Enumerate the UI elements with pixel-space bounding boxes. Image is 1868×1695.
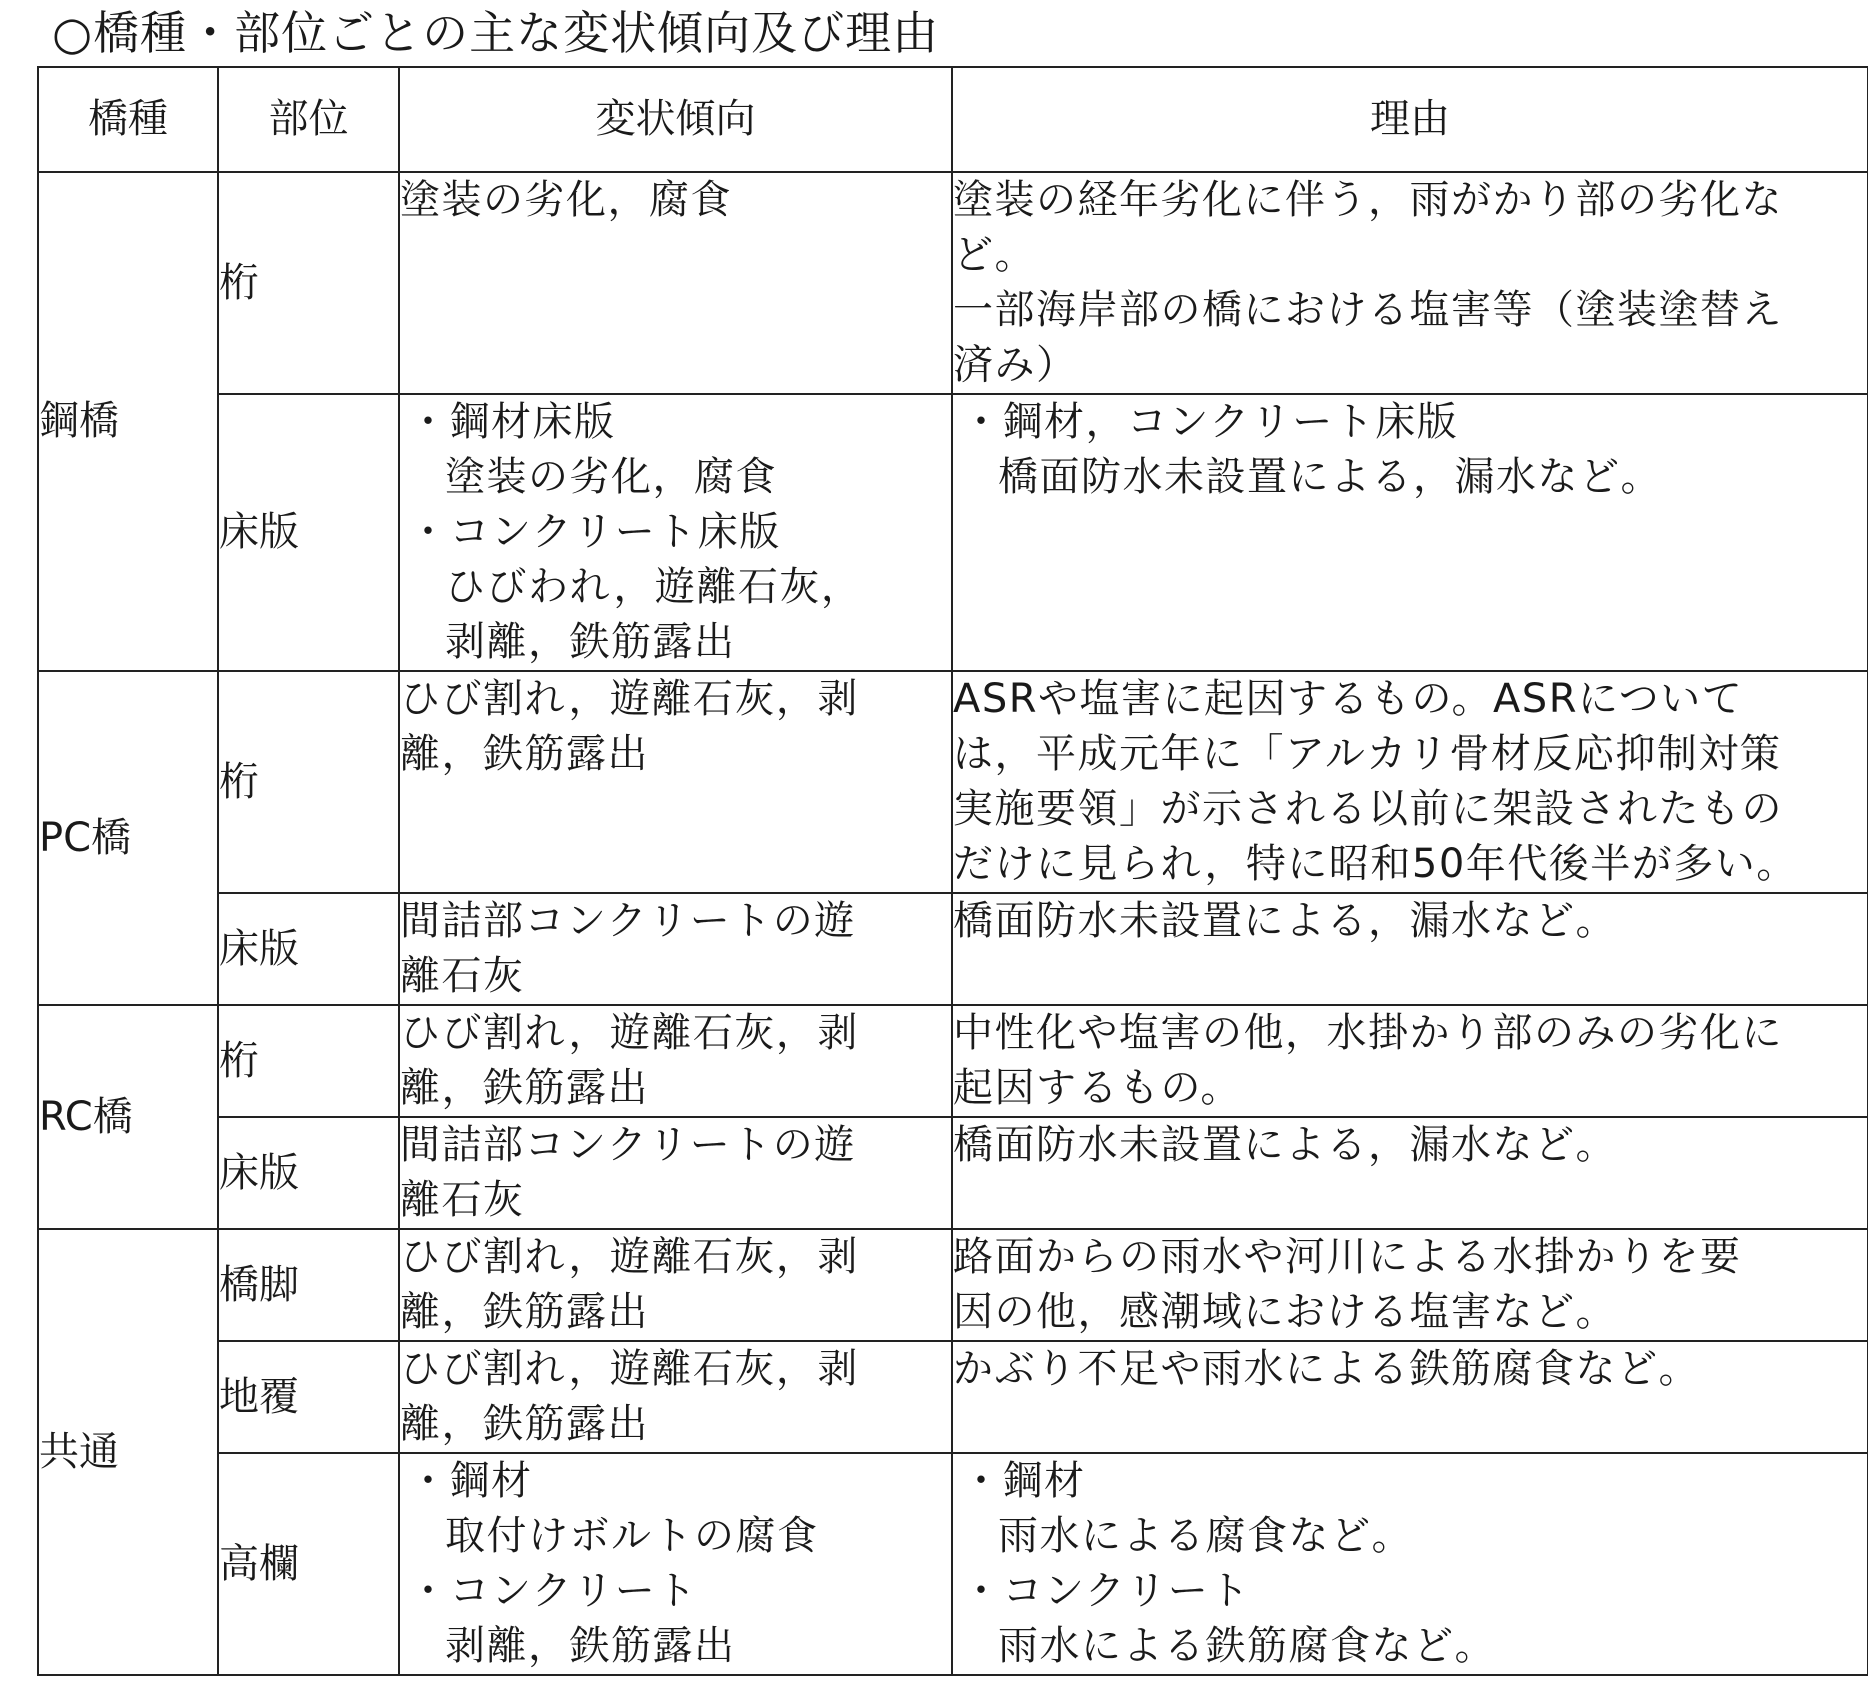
text-line: 一部海岸部の橋における塩害等（塗装塗替え <box>953 287 1783 333</box>
text-line: 間詰部コンクリートの遊 <box>400 1122 856 1168</box>
text-line: 橋面防水未設置による，漏水など。 <box>998 454 1662 500</box>
text-line: 中性化や塩害の他，水掛かり部のみの劣化に <box>953 1010 1783 1056</box>
text-line: ひび割れ，遊離石灰，剥 <box>400 1234 859 1280</box>
header-tendency: 変状傾向 <box>399 67 952 172</box>
text-line: 離，鉄筋露出 <box>400 1401 649 1447</box>
deterioration-table <box>37 66 1868 1676</box>
bridge-type-cell: 共通 <box>38 1229 218 1675</box>
reason-cell <box>952 671 1868 893</box>
table-row <box>38 1229 1868 1341</box>
text-line: 橋面防水未設置による，漏水など。 <box>953 1122 1617 1168</box>
bullet-item: ・鋼材 <box>408 1458 533 1504</box>
text-line: 間詰部コンクリートの遊 <box>400 898 856 944</box>
reason-cell <box>952 1453 1868 1675</box>
table-row <box>38 1341 1868 1453</box>
bullet-item: ・コンクリート <box>408 1568 698 1614</box>
tendency-cell <box>399 1341 952 1453</box>
header-part: 部位 <box>218 67 399 172</box>
text-line: ひび割れ，遊離石灰，剥 <box>400 1010 859 1056</box>
reason-cell <box>952 394 1868 671</box>
tendency-cell <box>399 893 952 1005</box>
tendency-cell <box>399 1229 952 1341</box>
tendency-cell <box>399 394 952 671</box>
part-cell: 地覆 <box>218 1341 399 1453</box>
table-row <box>38 394 1868 671</box>
text-line: 起因するもの。 <box>953 1065 1242 1111</box>
text-line: ASRや塩害に起因するもの。ASRについて <box>953 676 1744 722</box>
text-line: 離，鉄筋露出 <box>400 1065 649 1111</box>
bridge-type-cell: PC橋 <box>38 671 218 1005</box>
text-line: 塗装の経年劣化に伴う，雨がかり部の劣化な <box>953 177 1783 223</box>
tendency-cell <box>399 671 952 893</box>
bullet-item: ・鋼材 <box>961 1458 1086 1504</box>
text-line: 実施要領」が示される以前に架設されたもの <box>953 786 1783 832</box>
bridge-type-cell: RC橋 <box>38 1005 218 1229</box>
reason-cell <box>952 1341 1868 1453</box>
text-line: 雨水による鉄筋腐食など。 <box>998 1623 1496 1669</box>
bridge-type-cell: 鋼橋 <box>38 172 218 671</box>
part-cell: 床版 <box>218 394 399 671</box>
bullet-item: ・鋼材，コンクリート床版 <box>961 399 1459 445</box>
text-line: 因の他，感潮域における塩害など。 <box>953 1289 1617 1335</box>
reason-cell <box>952 893 1868 1005</box>
page-title: ○橋種・部位ごとの主な変状傾向及び理由 <box>52 6 940 60</box>
part-cell: 桁 <box>218 671 399 893</box>
text-line: ひび割れ，遊離石灰，剥 <box>400 1346 859 1392</box>
text-line: ひび割れ，遊離石灰，剥 <box>400 676 859 722</box>
text-line: 離石灰 <box>400 953 525 999</box>
text-line: かぶり不足や雨水による鉄筋腐食など。 <box>953 1346 1700 1392</box>
table-row <box>38 1005 1868 1117</box>
reason-cell <box>952 172 1868 394</box>
text-line: 離石灰 <box>400 1177 525 1223</box>
text-line: だけに見られ，特に昭和50年代後半が多い。 <box>953 841 1798 887</box>
text-line: は，平成元年に「アルカリ骨材反応抑制対策 <box>953 731 1782 777</box>
tendency-cell <box>399 1005 952 1117</box>
part-cell: 床版 <box>218 893 399 1005</box>
tendency-cell <box>399 1117 952 1229</box>
reason-cell <box>952 1005 1868 1117</box>
text-line: 雨水による腐食など。 <box>998 1513 1413 1559</box>
text-line: 済み） <box>953 342 1078 388</box>
text-line: 離，鉄筋露出 <box>400 1289 649 1335</box>
text-line: ひびわれ，遊離石灰， <box>445 564 863 610</box>
part-cell: 橋脚 <box>218 1229 399 1341</box>
text-line: 塗装の劣化，腐食 <box>400 177 732 223</box>
table-row <box>38 172 1868 394</box>
table-row <box>38 671 1868 893</box>
part-cell: 桁 <box>218 172 399 394</box>
text-line: 取付けボルトの腐食 <box>445 1513 819 1559</box>
text-line: 剥離，鉄筋露出 <box>445 1623 736 1669</box>
table-row <box>38 1453 1868 1675</box>
bullet-item: ・コンクリート <box>961 1568 1251 1614</box>
part-cell: 桁 <box>218 1005 399 1117</box>
part-cell: 床版 <box>218 1117 399 1229</box>
text-line: ど。 <box>953 232 1036 278</box>
tendency-cell <box>399 1453 952 1675</box>
header-bridge-type: 橋種 <box>38 67 218 172</box>
reason-cell <box>952 1229 1868 1341</box>
text-line: 離，鉄筋露出 <box>400 731 649 777</box>
table-row <box>38 1117 1868 1229</box>
text-line: 路面からの雨水や河川による水掛かりを要 <box>953 1234 1742 1280</box>
reason-cell <box>952 1117 1868 1229</box>
part-cell: 高欄 <box>218 1453 399 1675</box>
bullet-item: ・鋼材床版 <box>408 399 616 445</box>
text-line: 剥離，鉄筋露出 <box>445 619 736 665</box>
header-reason: 理由 <box>952 67 1868 172</box>
table-row <box>38 893 1868 1005</box>
text-line: 橋面防水未設置による，漏水など。 <box>953 898 1617 944</box>
text-line: 塗装の劣化，腐食 <box>445 454 777 500</box>
header-row <box>38 67 1868 172</box>
tendency-cell <box>399 172 952 394</box>
bullet-item: ・コンクリート床版 <box>408 509 781 555</box>
